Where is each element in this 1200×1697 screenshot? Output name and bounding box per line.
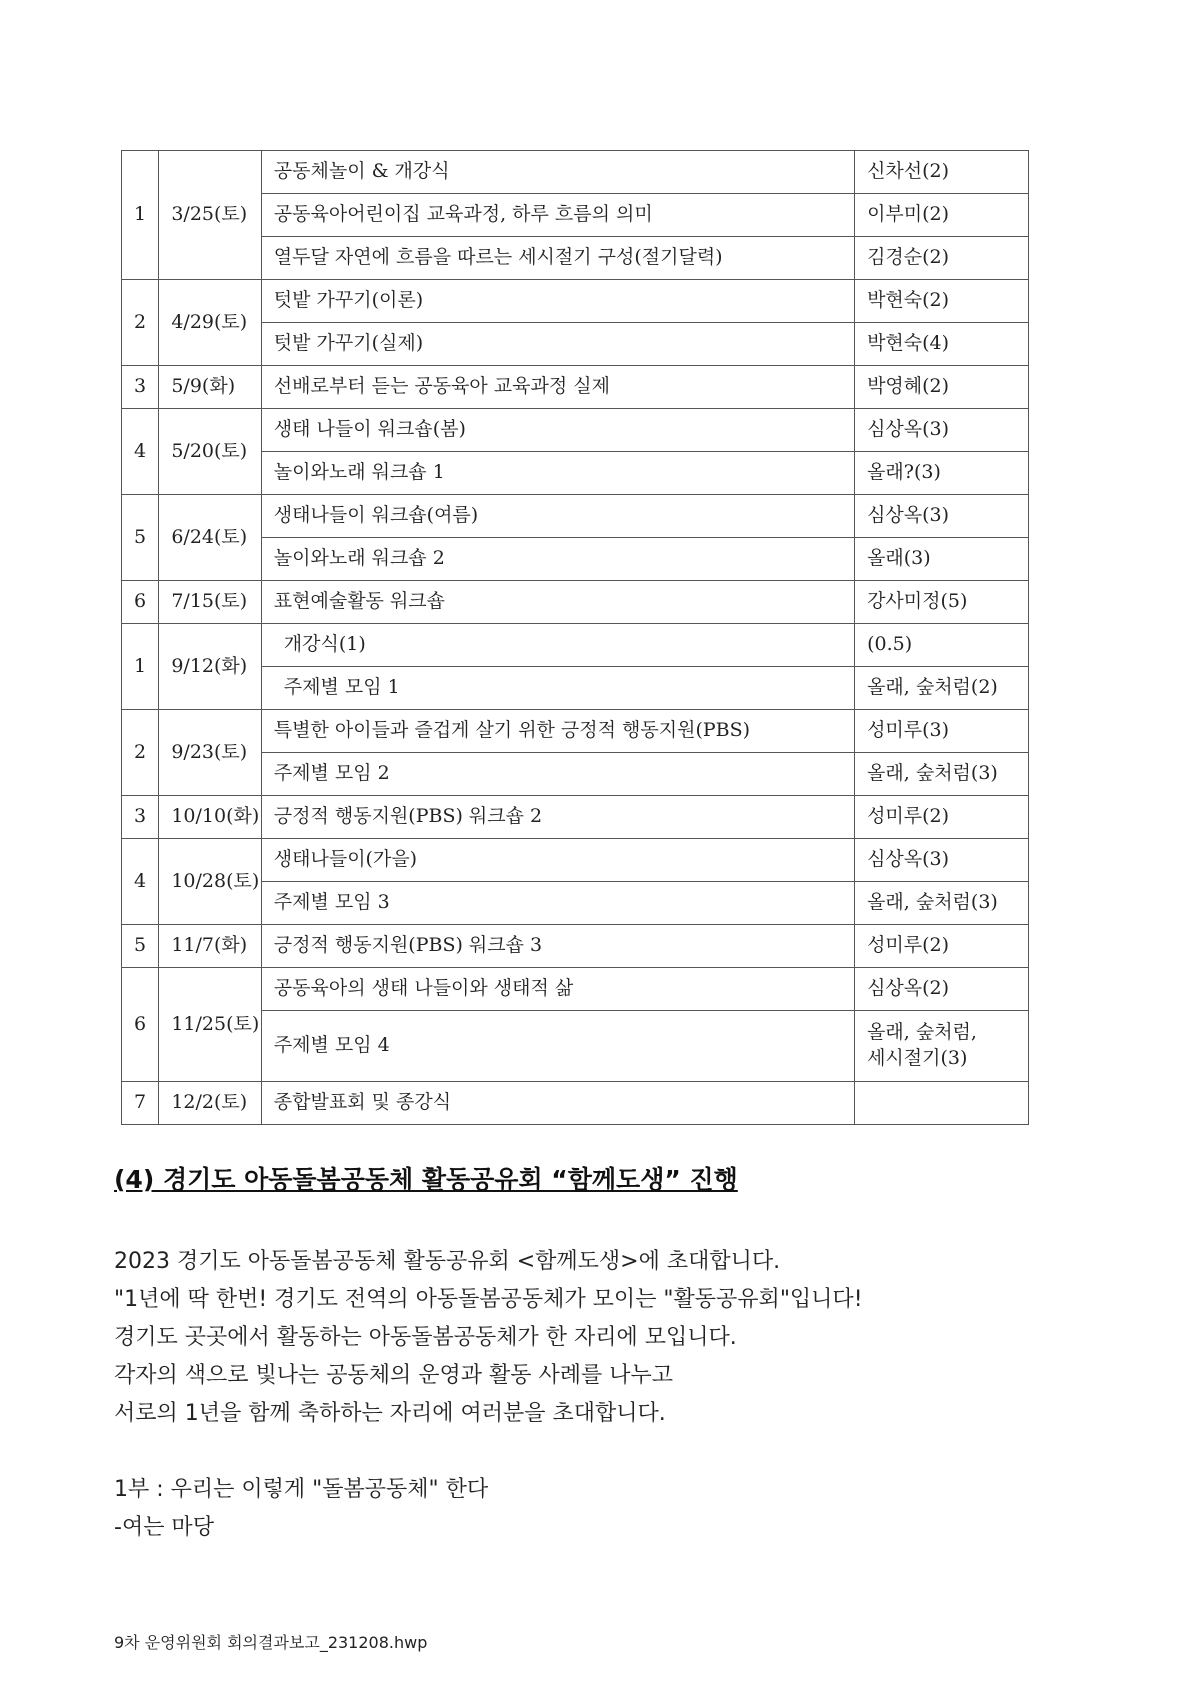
session-title: 놀이와노래 워크숍 2: [261, 538, 854, 581]
session-number: 5: [122, 495, 159, 581]
paragraph-line: 2023 경기도 아동돌봄공동체 활동공유회 <함께도생>에 초대합니다.: [114, 1249, 781, 1274]
session-title: 종합발표회 및 종강식: [261, 1082, 854, 1125]
session-number: 2: [122, 710, 159, 796]
session-date: 7/15(토): [159, 581, 261, 624]
session-title: 개강식(1): [261, 624, 854, 667]
session-date: 5/20(토): [159, 409, 261, 495]
session-title: 생태나들이(가을): [261, 839, 854, 882]
session-instructor: [855, 1011, 1029, 1082]
session-title: 열두달 자연에 흐름을 따르는 세시절기 구성(절기달력): [261, 237, 854, 280]
session-title: 공동체놀이 & 개강식: [261, 151, 854, 194]
session-instructor: 심상옥(3): [855, 495, 1029, 538]
instructor-line: 올래, 숲처럼,: [867, 1021, 977, 1044]
session-date: 4/29(토): [159, 280, 261, 366]
session-date: 3/25(토): [159, 151, 261, 280]
session-title: 긍정적 행동지원(PBS) 워크숍 3: [261, 925, 854, 968]
session-number: 5: [122, 925, 159, 968]
session-title: 주제별 모임 1: [261, 667, 854, 710]
session-instructor: 강사미정(5): [855, 581, 1029, 624]
paragraph-line: 각자의 색으로 빛나는 공동체의 운영과 활동 사례를 나누고: [114, 1363, 674, 1388]
session-number: 3: [122, 796, 159, 839]
session-number: 6: [122, 581, 159, 624]
session-instructor: 심상옥(2): [855, 968, 1029, 1011]
session-instructor: 김경순(2): [855, 237, 1029, 280]
session-title: 주제별 모임 4: [261, 1011, 854, 1082]
session-title: 주제별 모임 3: [261, 882, 854, 925]
section-body: [114, 1243, 1114, 1547]
session-title: 생태 나들이 워크숍(봄): [261, 409, 854, 452]
table-row: [122, 581, 1029, 624]
session-date: 5/9(화): [159, 366, 261, 409]
session-instructor: 신차선(2): [855, 151, 1029, 194]
session-title: 텃밭 가꾸기(이론): [261, 280, 854, 323]
table-row: [122, 925, 1029, 968]
session-instructor: 올래, 숲처럼(2): [855, 667, 1029, 710]
paragraph-line: "1년에 딱 한번! 경기도 전역의 아동돌봄공동체가 모이는 "활동공유회"입니다!: [114, 1287, 863, 1312]
instructor-line: 세시절기(3): [867, 1047, 968, 1069]
session-number: 1: [122, 624, 159, 710]
session-number: 4: [122, 409, 159, 495]
session-title: 공동육아의 생태 나들이와 생태적 삶: [261, 968, 854, 1011]
session-instructor: 박현숙(2): [855, 280, 1029, 323]
session-title: 놀이와노래 워크숍 1: [261, 452, 854, 495]
table-row: [122, 280, 1029, 323]
session-instructor: (0.5): [855, 624, 1029, 667]
paragraph-line: 1부 : 우리는 이렇게 "돌봄공동체" 한다: [114, 1477, 489, 1502]
paragraph-line: 서로의 1년을 함께 축하하는 자리에 여러분을 초대합니다.: [114, 1401, 666, 1426]
session-title: 생태나들이 워크숍(여름): [261, 495, 854, 538]
session-number: 4: [122, 839, 159, 925]
session-title: 긍정적 행동지원(PBS) 워크숍 2: [261, 796, 854, 839]
session-number: 1: [122, 151, 159, 280]
session-instructor: 성미루(2): [855, 796, 1029, 839]
session-date: 11/7(화): [159, 925, 261, 968]
session-date: 6/24(토): [159, 495, 261, 581]
session-title: 텃밭 가꾸기(실제): [261, 323, 854, 366]
session-number: 3: [122, 366, 159, 409]
session-title: 선배로부터 듣는 공동육아 교육과정 실제: [261, 366, 854, 409]
session-instructor: 심상옥(3): [855, 409, 1029, 452]
session-instructor: [855, 1082, 1029, 1125]
session-date: 11/25(토): [159, 968, 261, 1082]
table-row: [122, 1082, 1029, 1125]
session-instructor: 박현숙(4): [855, 323, 1029, 366]
session-number: 7: [122, 1082, 159, 1125]
session-instructor: 올래, 숲처럼(3): [855, 753, 1029, 796]
session-title: 표현예술활동 워크숍: [261, 581, 854, 624]
session-number: 2: [122, 280, 159, 366]
session-instructor: 올래(3): [855, 538, 1029, 581]
session-title: 공동육아어린이집 교육과정, 하루 흐름의 의미: [261, 194, 854, 237]
session-title: 주제별 모임 2: [261, 753, 854, 796]
table-row: [122, 495, 1029, 538]
footer-filename: 9차 운영위원회 회의결과보고_231208.hwp: [114, 1633, 428, 1652]
schedule-body: [122, 151, 1029, 1125]
table-row: [122, 839, 1029, 882]
table-row: [122, 710, 1029, 753]
section-heading: (4) 경기도 아동돌봄공동체 활동공유회 “함께도생” 진행: [114, 1165, 738, 1194]
paragraph-line: -여는 마당: [114, 1515, 214, 1540]
table-row: [122, 409, 1029, 452]
session-title: 특별한 아이들과 즐겁게 살기 위한 긍정적 행동지원(PBS): [261, 710, 854, 753]
table-row: [122, 796, 1029, 839]
session-instructor: 성미루(2): [855, 925, 1029, 968]
session-instructor: 올래, 숲처럼(3): [855, 882, 1029, 925]
session-instructor: 올래?(3): [855, 452, 1029, 495]
paragraph-line: 경기도 곳곳에서 활동하는 아동돌봄공동체가 한 자리에 모입니다.: [114, 1325, 737, 1350]
session-date: 12/2(토): [159, 1082, 261, 1125]
schedule-table: [121, 150, 1029, 1125]
session-instructor: 성미루(3): [855, 710, 1029, 753]
session-instructor: 심상옥(3): [855, 839, 1029, 882]
session-instructor: 박영혜(2): [855, 366, 1029, 409]
session-date: 10/28(토): [159, 839, 261, 925]
session-date: 9/23(토): [159, 710, 261, 796]
table-row: [122, 624, 1029, 667]
session-number: 6: [122, 968, 159, 1082]
table-row: [122, 366, 1029, 409]
session-date: 9/12(화): [159, 624, 261, 710]
table-row: [122, 968, 1029, 1011]
session-instructor: 이부미(2): [855, 194, 1029, 237]
session-date: 10/10(화): [159, 796, 261, 839]
table-row: [122, 151, 1029, 194]
